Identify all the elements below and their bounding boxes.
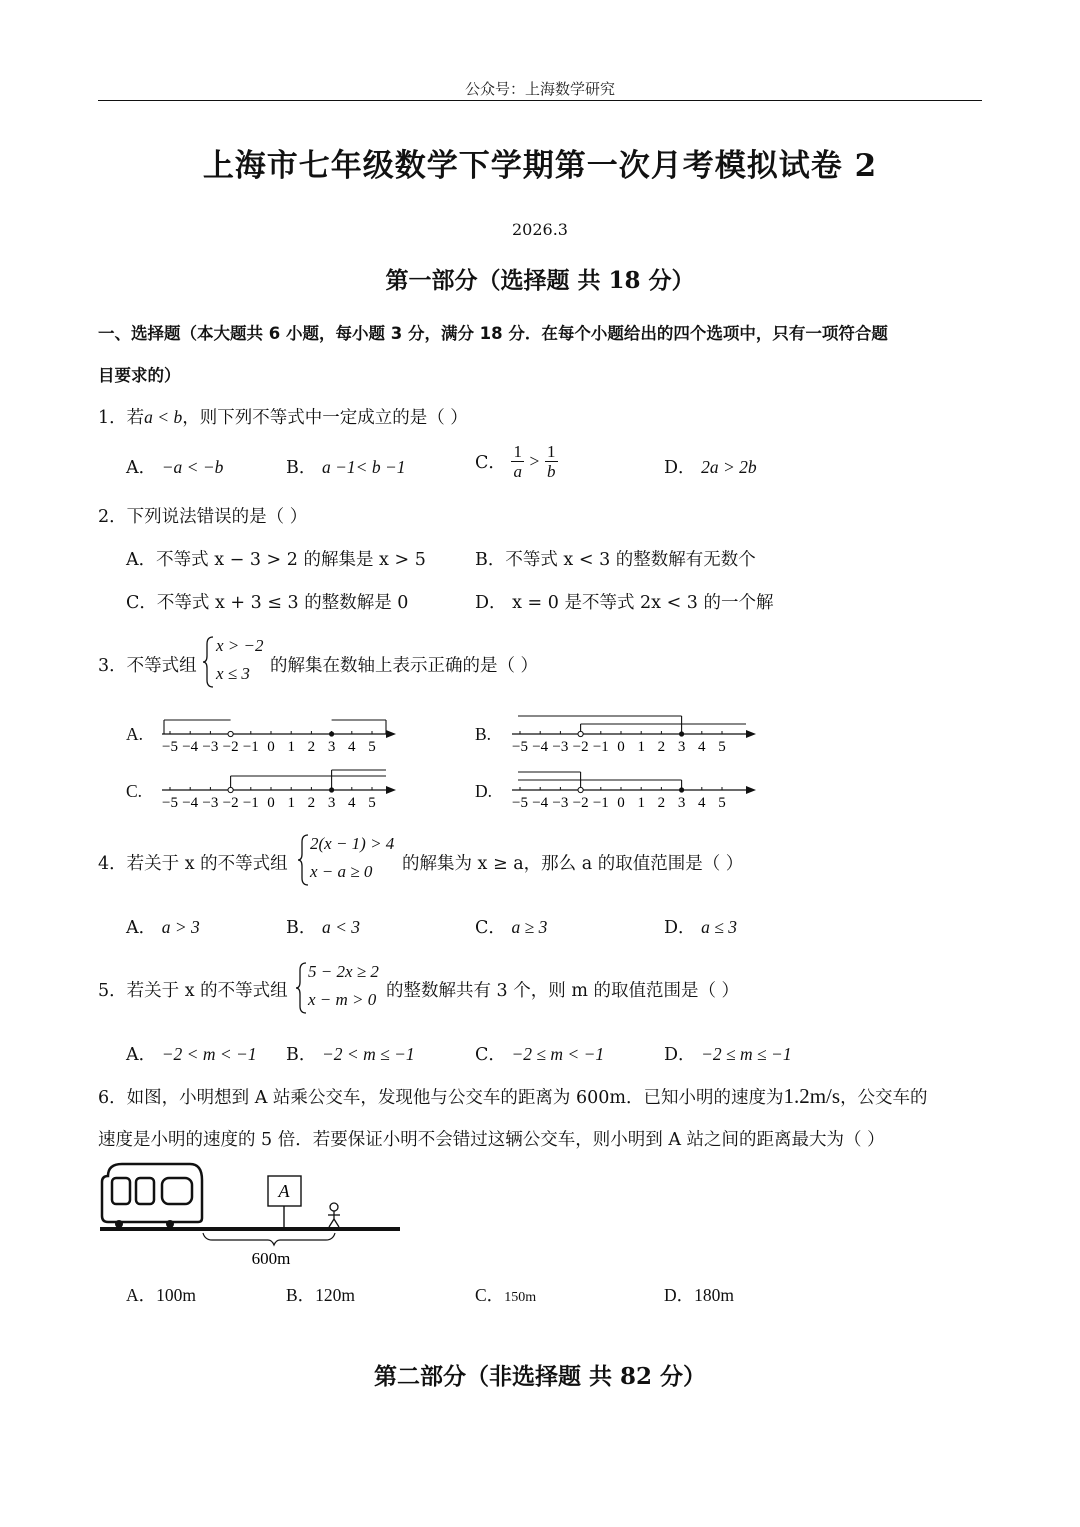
q6-option-c-value: 150m <box>504 1290 537 1305</box>
q1-option-d <box>664 454 757 479</box>
q5-option-a-math: −2 < m < −1 <box>161 1044 257 1064</box>
tick-label: −4 <box>182 739 199 755</box>
frac-denominator: b <box>547 462 556 481</box>
tick-label: −1 <box>592 795 609 811</box>
q4-option-d <box>664 914 737 939</box>
q1-option-b-math: a −1< b −1 <box>321 457 406 477</box>
tick-label: 3 <box>677 739 686 755</box>
frac-numerator: 1 <box>513 442 522 461</box>
tick-label: 1 <box>287 795 295 811</box>
filled-point-marker <box>679 787 684 792</box>
q4-stem-prefix: 4．若关于 x 的不等式组 <box>98 854 288 874</box>
tick-label: 5 <box>718 795 726 811</box>
tick-label: 3 <box>327 739 336 755</box>
tick-label: −5 <box>512 795 528 811</box>
tick-label: 1 <box>637 795 645 811</box>
bus-stop-sign <box>268 1176 301 1227</box>
q5-option-a-label: A． <box>126 1045 157 1065</box>
tick-label: −1 <box>242 739 259 755</box>
tick-label: −5 <box>162 739 178 755</box>
tick-label: 2 <box>307 739 316 755</box>
q2-option-d: D． x = 0 是不等式 2x < 3 的一个解 <box>475 593 774 613</box>
q5-option-a <box>126 1041 257 1066</box>
solution-bracket <box>164 720 231 734</box>
tick-label: −5 <box>162 795 178 811</box>
q2-option-b: B．不等式 x < 3 的整数解有无数个 <box>475 550 756 570</box>
q4-system-line1: 2(x − 1) > 4 <box>310 834 395 853</box>
q6-speed: 1.2m/s <box>783 1084 841 1108</box>
q1-option-a <box>126 454 223 479</box>
q6-option-d: D．180m <box>664 1285 734 1305</box>
exam-title: 上海市七年级数学下学期第一次月考模拟试卷 2 <box>202 148 878 184</box>
q1-stem-prefix: 1．若 <box>98 408 145 428</box>
q4-option-c <box>475 914 547 939</box>
q1-option-c-frac-left <box>511 442 524 481</box>
tick-label: −3 <box>552 795 569 811</box>
tick-label: 4 <box>348 739 356 755</box>
q5-stem-suffix: 的整数解共有 3 个，则 m 的取值范围是（ ） <box>386 981 740 1001</box>
q6-option-b: B．120m <box>286 1285 356 1305</box>
q6-stem-line1-a: 6．如图，小明想到 A 站乘公交车，发现他与公交车的距离为 600m．已知小明的速度为 <box>98 1088 784 1108</box>
q3-number-line-b <box>510 710 760 756</box>
tick-label: 3 <box>677 795 686 811</box>
tick-label: −2 <box>222 739 239 755</box>
q6-stem-line2: 速度是小明的速度的 5 倍．若要保证小明不会错过这辆公交车，则小明到 A 站之间的距离最大为（ ） <box>98 1130 885 1150</box>
q1-stem-math: a < b <box>144 407 183 427</box>
q6-option-c <box>475 1282 536 1307</box>
q1-option-b-label: B． <box>286 458 317 478</box>
q4-option-b-math: a < 3 <box>321 917 361 937</box>
axis-arrow-icon <box>746 786 756 794</box>
q3-number-line-c <box>160 766 400 812</box>
q4-option-a-math: a > 3 <box>161 917 200 937</box>
section-intro-line2: 目要求的） <box>98 366 181 385</box>
q4-stem-suffix: 的解集为 x ≥ a，那么 a 的取值范围是（ ） <box>402 854 744 874</box>
q4-system-line2: x − a ≥ 0 <box>310 862 373 881</box>
page-header: 公众号：上海数学研究 <box>464 80 615 98</box>
q3-option-d-label: D. <box>475 781 493 801</box>
q5-brace-icon <box>296 962 308 1014</box>
frac-denominator: a <box>513 462 522 481</box>
q1-stem-suffix: ，则下列不等式中一定成立的是（ ） <box>182 408 468 428</box>
bus-icon <box>102 1164 202 1228</box>
tick-label: −5 <box>512 739 528 755</box>
q2-stem: 2．下列说法错误的是（ ） <box>98 507 308 527</box>
tick-label: −3 <box>202 739 219 755</box>
q2-option-a: A．不等式 x − 3 > 2 的解集是 x > 5 <box>126 550 426 570</box>
q5-option-c-label: C． <box>475 1045 506 1065</box>
q6-stem-line1-b: ，公交车的 <box>840 1088 928 1108</box>
open-point-marker <box>578 787 583 792</box>
exam-date: 2026.3 <box>512 220 568 239</box>
tick-label: −4 <box>532 739 549 755</box>
tick-label: 1 <box>287 739 295 755</box>
q1-option-a-label: A． <box>126 458 157 478</box>
q1-option-d-label: D． <box>664 458 696 478</box>
q3-system-line2: x ≤ 3 <box>216 664 250 683</box>
q1-option-a-math: −a < −b <box>161 457 224 477</box>
tick-label: 5 <box>368 795 376 811</box>
header-rule <box>98 100 982 101</box>
tick-label: 2 <box>657 795 666 811</box>
filled-point-marker <box>329 731 334 736</box>
tick-label: −1 <box>242 795 259 811</box>
q3-option-c-label: C. <box>126 781 143 801</box>
open-point-marker <box>228 731 233 736</box>
tick-label: −2 <box>572 795 589 811</box>
q5-system-line2: x − m > 0 <box>308 990 377 1009</box>
q4-option-a <box>126 914 200 939</box>
q4-option-d-label: D． <box>664 918 696 938</box>
q2-option-c: C．不等式 x + 3 ≤ 3 的整数解是 0 <box>126 593 409 613</box>
filled-point-marker <box>679 731 684 736</box>
open-point-marker <box>228 787 233 792</box>
solution-bracket <box>332 770 386 790</box>
q5-option-c-math: −2 ≤ m < −1 <box>511 1044 605 1064</box>
tick-label: 4 <box>348 795 356 811</box>
tick-label: 0 <box>617 739 625 755</box>
tick-label: 1 <box>637 739 645 755</box>
q4-option-c-math: a ≥ 3 <box>511 917 548 937</box>
tick-label: 2 <box>657 739 666 755</box>
tick-label: 4 <box>698 795 706 811</box>
solution-bracket <box>518 780 682 790</box>
tick-label: −1 <box>592 739 609 755</box>
q3-number-line-d <box>510 766 760 812</box>
frac-numerator: 1 <box>547 442 556 461</box>
q6-option-c-label: C． <box>475 1285 505 1305</box>
q1-stem <box>98 404 468 429</box>
q3-stem-suffix: 的解集在数轴上表示正确的是（ ） <box>270 656 539 676</box>
q1-option-c-gt: > <box>529 451 540 471</box>
q4-option-d-math: a ≤ 3 <box>701 917 737 937</box>
q6-option-a: A．100m <box>126 1285 196 1305</box>
q6-stem-line1 <box>98 1084 928 1109</box>
q5-system-line1: 5 − 2x ≥ 2 <box>308 962 379 981</box>
axis-arrow-icon <box>746 730 756 738</box>
q4-option-c-label: C． <box>475 918 506 938</box>
tick-label: 5 <box>718 739 726 755</box>
q5-option-d <box>664 1041 792 1066</box>
tick-label: 0 <box>267 795 275 811</box>
q5-stem-prefix: 5．若关于 x 的不等式组 <box>98 981 288 1001</box>
tick-label: 2 <box>307 795 316 811</box>
q4-option-b <box>286 914 360 939</box>
q1-option-c <box>475 442 558 481</box>
filled-point-marker <box>329 787 334 792</box>
q3-system-line1: x > −2 <box>216 636 264 655</box>
axis-arrow-icon <box>386 730 396 738</box>
q5-option-d-label: D． <box>664 1045 696 1065</box>
person-icon <box>328 1203 340 1227</box>
q4-option-b-label: B． <box>286 918 317 938</box>
q5-option-b-math: −2 < m ≤ −1 <box>321 1044 415 1064</box>
q3-option-a-label: A. <box>126 724 144 744</box>
q1-option-c-label: C． <box>475 453 506 473</box>
q5-option-c <box>475 1041 604 1066</box>
tick-label: −3 <box>552 739 569 755</box>
q3-stem-prefix: 3．不等式组 <box>98 656 197 676</box>
station-a-label: A <box>278 1181 290 1201</box>
solution-bracket <box>518 772 581 790</box>
distance-label: 600m <box>251 1249 291 1268</box>
q4-brace-icon <box>298 834 310 886</box>
distance-brace-icon <box>203 1233 335 1245</box>
tick-label: 4 <box>698 739 706 755</box>
q1-option-b <box>286 454 406 479</box>
part2-heading: 第二部分（非选择题 共 82 分） <box>373 1363 707 1390</box>
solution-bracket <box>581 724 746 734</box>
solution-bracket <box>231 776 386 790</box>
open-point-marker <box>578 731 583 736</box>
q5-option-d-math: −2 ≤ m ≤ −1 <box>701 1044 792 1064</box>
q5-option-b <box>286 1041 415 1066</box>
solution-bracket <box>518 716 682 734</box>
tick-label: 0 <box>617 795 625 811</box>
part1-heading: 第一部分（选择题 共 18 分） <box>385 267 695 294</box>
tick-label: −3 <box>202 795 219 811</box>
tick-label: −2 <box>572 739 589 755</box>
q1-option-d-math: 2a > 2b <box>701 457 757 477</box>
section-intro-line1: 一、选择题（本大题共 6 小题，每小题 3 分，满分 18 分．在每个小题给出的四个选项中，只有一项符合题 <box>98 324 888 343</box>
q3-number-line-a <box>160 710 400 756</box>
q4-option-a-label: A． <box>126 918 157 938</box>
tick-label: −4 <box>532 795 549 811</box>
tick-label: −2 <box>222 795 239 811</box>
q3-brace-icon <box>203 636 215 688</box>
tick-label: −4 <box>182 795 199 811</box>
axis-arrow-icon <box>386 786 396 794</box>
tick-label: 3 <box>327 795 336 811</box>
q1-option-c-frac-right <box>545 442 558 481</box>
q3-option-b-label: B. <box>475 724 492 744</box>
tick-label: 0 <box>267 739 275 755</box>
solution-bracket <box>332 720 386 734</box>
q5-option-b-label: B． <box>286 1045 317 1065</box>
q6-figure <box>98 1160 408 1272</box>
tick-label: 5 <box>368 739 376 755</box>
